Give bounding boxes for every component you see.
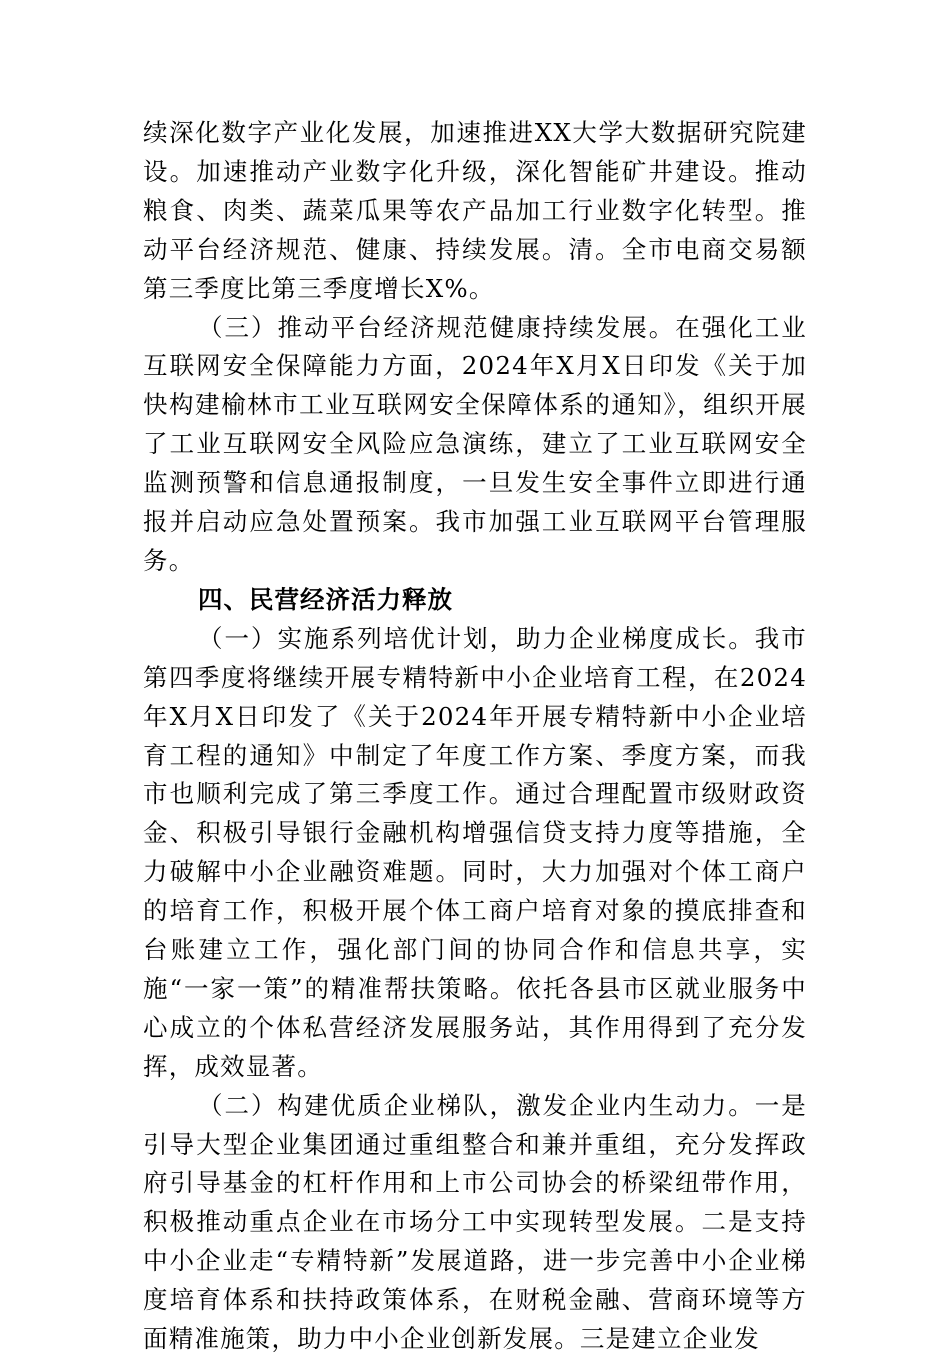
section-heading: 四、民营经济活力释放 xyxy=(198,584,453,614)
body-paragraph-2: （三）推动平台经济规范健康持续发展。在强化工业互联网安全保障能力方面，2024年X月X日印发《关于加快构建榆林市工业互联网安全保障体系的通知》，组织开展了工业互联网安全风险应急演练，建立了工业互联网安全监测预警和信息通报制度，一旦发生安全事件立即进行通报并启动应急处置预案。我市加强工业互联网平台管理服务。 xyxy=(143,312,807,575)
body-paragraph-1: 续深化数字产业化发展，加速推进XX大学大数据研究院建设。加速推动产业数字化升级，深化智能矿井建设。推动粮食、肉类、蔬菜瓜果等农产品加工行业数字化转型。推动平台经济规范、健康、持续发展。清。全市电商交易额第三季度比第三季度增长X%。 xyxy=(143,118,807,303)
body-paragraph-4: （二）构建优质企业梯队，激发企业内生动力。一是引导大型企业集团通过重组整合和兼并重组，充分发挥政府引导基金的杠杆作用和上市公司协会的桥梁纽带作用，积极推动重点企业在市场分工中实现转型发展。二是支持中小企业走“专精特新”发展道路，进一步完善中小企业梯度培育体系和扶持政策体系，在财税金融、营商环境等方面精准施策，助力中小企业创新发展。三是建立企业发 xyxy=(143,1090,807,1354)
body-paragraph-3: （一）实施系列培优计划，助力企业梯度成长。我市第四季度将继续开展专精特新中小企业培育工程，在2024年X月X日印发了《关于2024年开展专精特新中小企业培育工程的通知》中制定了年度工作方案、季度方案，而我市也顺利完成了第三季度工作。通过合理配置市级财政资金、积极引导银行金融机构增强信贷支持力度等措施，全力破解中小企业融资难题。同时，大力加强对个体工商户的培育工作，积极开展个体工商户培育对象的摸底排查和台账建立工作，强化部门间的协同合作和信息共享，实施“一家一策”的精准帮扶策略。依托各县市区就业服务中心成立的个体私营经济发展服务站，其作用得到了充分发挥，成效显著。 xyxy=(143,623,807,1081)
document-page xyxy=(143,114,807,1359)
